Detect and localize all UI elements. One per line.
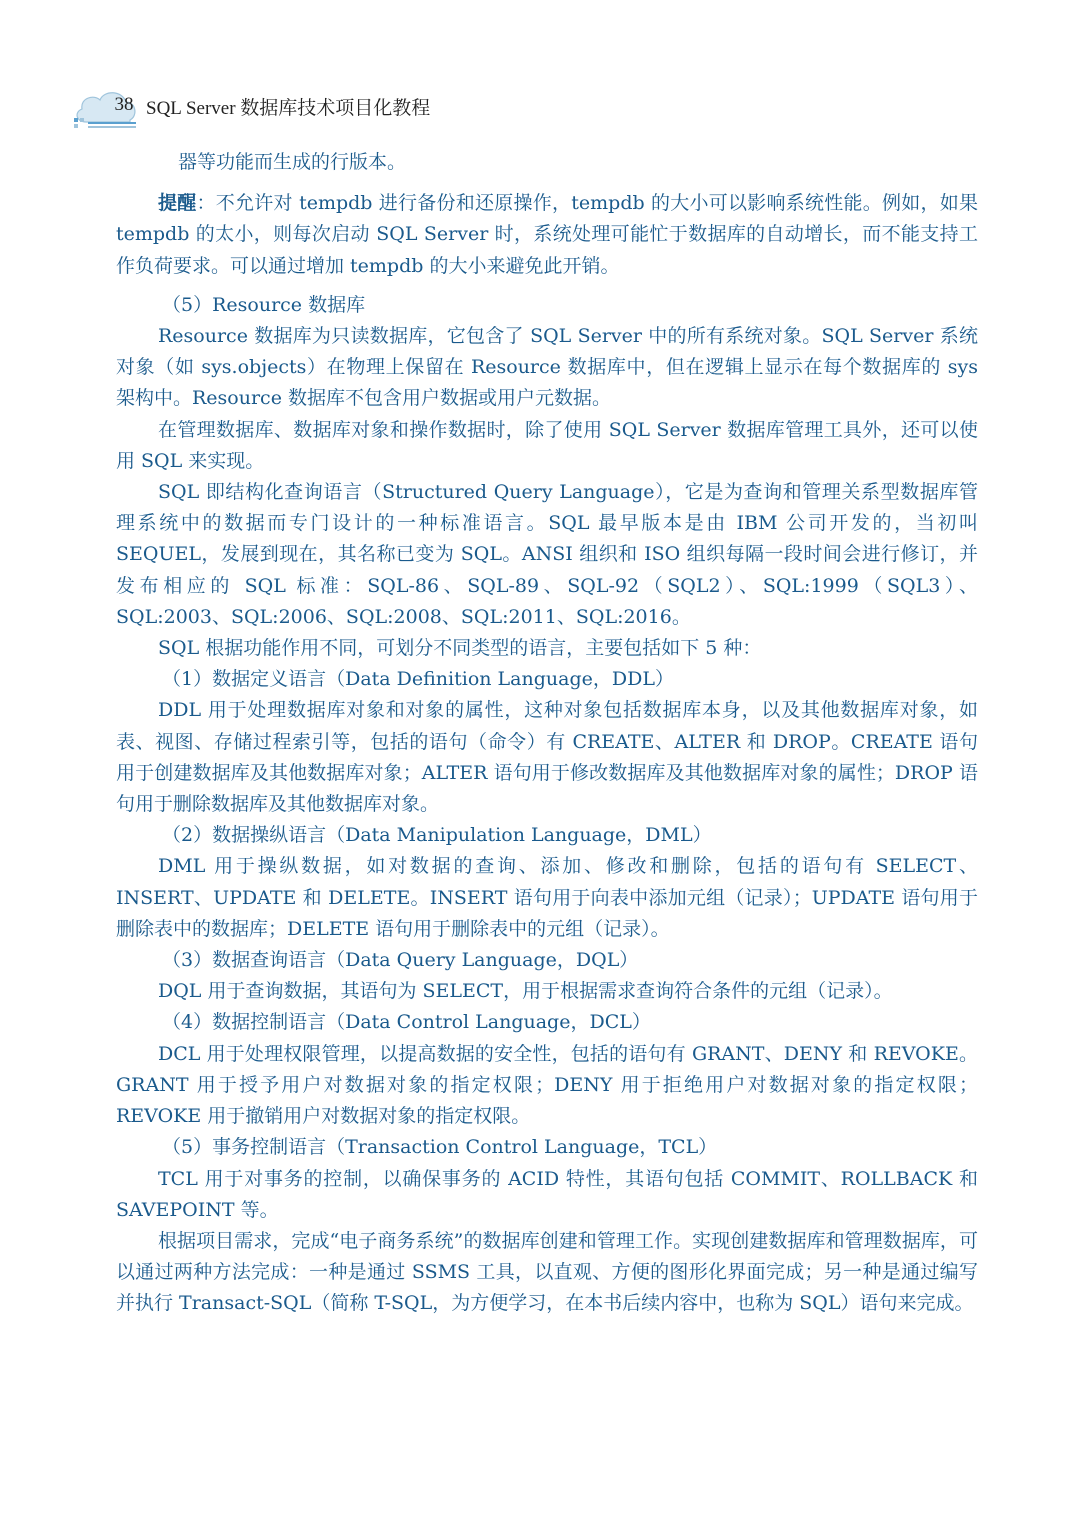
tip-paragraph [116, 188, 978, 282]
heading-ddl: （1）数据定义语言（Data Definition Language，DDL） [162, 668, 674, 691]
paragraph-sql-types: SQL 根据功能作用不同，可划分不同类型的语言，主要包括如下 5 种： [158, 637, 762, 660]
tip-label: 提醒 [158, 192, 197, 215]
paragraph-continued: 器等功能而生成的行版本。 [178, 151, 407, 173]
paragraph-manage: 在管理数据库、数据库对象和操作数据时，除了使用 SQL Server 数据库管理工具外，还可以使用 SQL 来实现。 [116, 418, 978, 472]
page-body [116, 147, 978, 1320]
heading-dql: （3）数据查询语言（Data Query Language，DQL） [162, 949, 639, 972]
heading-resource: （5）Resource 数据库 [162, 293, 366, 316]
heading-tcl: （5）事务控制语言（Transaction Control Language，TCL） [162, 1136, 718, 1159]
book-title: SQL Server 数据库技术项目化教程 [146, 98, 431, 119]
page-number: 38 [114, 94, 134, 115]
heading-dml: （2）数据操纵语言（Data Manipulation Language，DML） [162, 824, 712, 847]
tip-text: ：不允许对 tempdb 进行备份和还原操作，tempdb 的大小可以影响系统性能。例如，如果 tempdb 的太小，则每次启动 SQL Server 时，系统处理可能忙于数据库的自动增长，而不能支持工作负荷要求。可以通过增加 tempdb 的大小来避免此开销。 [116, 192, 978, 277]
paragraph-tcl: TCL 用于对事务的控制，以确保事务的 ACID 特性，其语句包括 COMMIT、ROLLBACK 和 SAVEPOINT 等。 [116, 1167, 978, 1221]
paragraph-dql: DQL 用于查询数据，其语句为 SELECT，用于根据需求查询符合条件的元组（记录）。 [158, 980, 893, 1003]
running-header [72, 86, 492, 136]
paragraph-ddl: DDL 用于处理数据库对象和对象的属性，这种对象包括数据库本身，以及其他数据库对象，如表、视图、存储过程索引等，包括的语句（命令）有 CREATE、ALTER 和 DROP。CREATE 语句用于创建数据库及其他数据库对象；ALTER 语句用于修改数据库及其他数据库对象的属性；DROP 语句用于删除数据库及其他数据库对象。 [116, 699, 978, 816]
paragraph-sql-intro: SQL 即结构化查询语言（Structured Query Language），它是为查询和管理关系型数据库管理系统中的数据而专门设计的一种标准语言。SQL 最早版本是由 IBM 公司开发的，当初叫 SEQUEL，发展到现在，其名称已变为 SQL。ANSI 组织和 ISO 组织每隔一段时间会进行修订，并发布相应的 SQL 标准：SQL-86、SQL-89、SQL-92（SQL2）、SQL:1999（SQL3）、SQL:2003、SQL:2006、SQL:2008、SQL:2011、SQL:2016。 [116, 481, 978, 628]
paragraph-dcl: DCL 用于处理权限管理，以提高数据的安全性，包括的语句有 GRANT、DENY 和 REVOKE。GRANT 用于授予用户对数据对象的指定权限；DENY 用于拒绝用户对数据对象的指定权限；REVOKE 用于撤销用户对数据对象的指定权限。 [116, 1042, 978, 1128]
paragraph-dml: DML 用于操纵数据，如对数据的查询、添加、修改和删除，包括的语句有 SELECT、INSERT、UPDATE 和 DELETE。INSERT 语句用于向表中添加元组（记录）；UPDATE 语句用于删除表中的数据库；DELETE 语句用于删除表中的元组（记录）。 [116, 855, 978, 940]
heading-dcl: （4）数据控制语言（Data Control Language，DCL） [162, 1011, 651, 1034]
paragraph-resource: Resource 数据库为只读数据库，它包含了 SQL Server 中的所有系统对象。SQL Server 系统对象（如 sys.objects）在物理上保留在 Resource 数据库中，但在逻辑上显示在每个数据库的 sys 架构中。Resource 数据库不包含用户数据或用户元数据。 [116, 325, 978, 410]
paragraph-project: 根据项目需求，完成“电子商务系统”的数据库创建和管理工作。实现创建数据库和管理数据库，可以通过两种方法完成：一种是通过 SSMS 工具，以直观、方便的图形化界面完成；另一种是通过编写并执行 Transact-SQL（简称 T-SQL，为方便学习，在本书后续内容中，也称为 SQL）语句来完成。 [116, 1229, 978, 1315]
